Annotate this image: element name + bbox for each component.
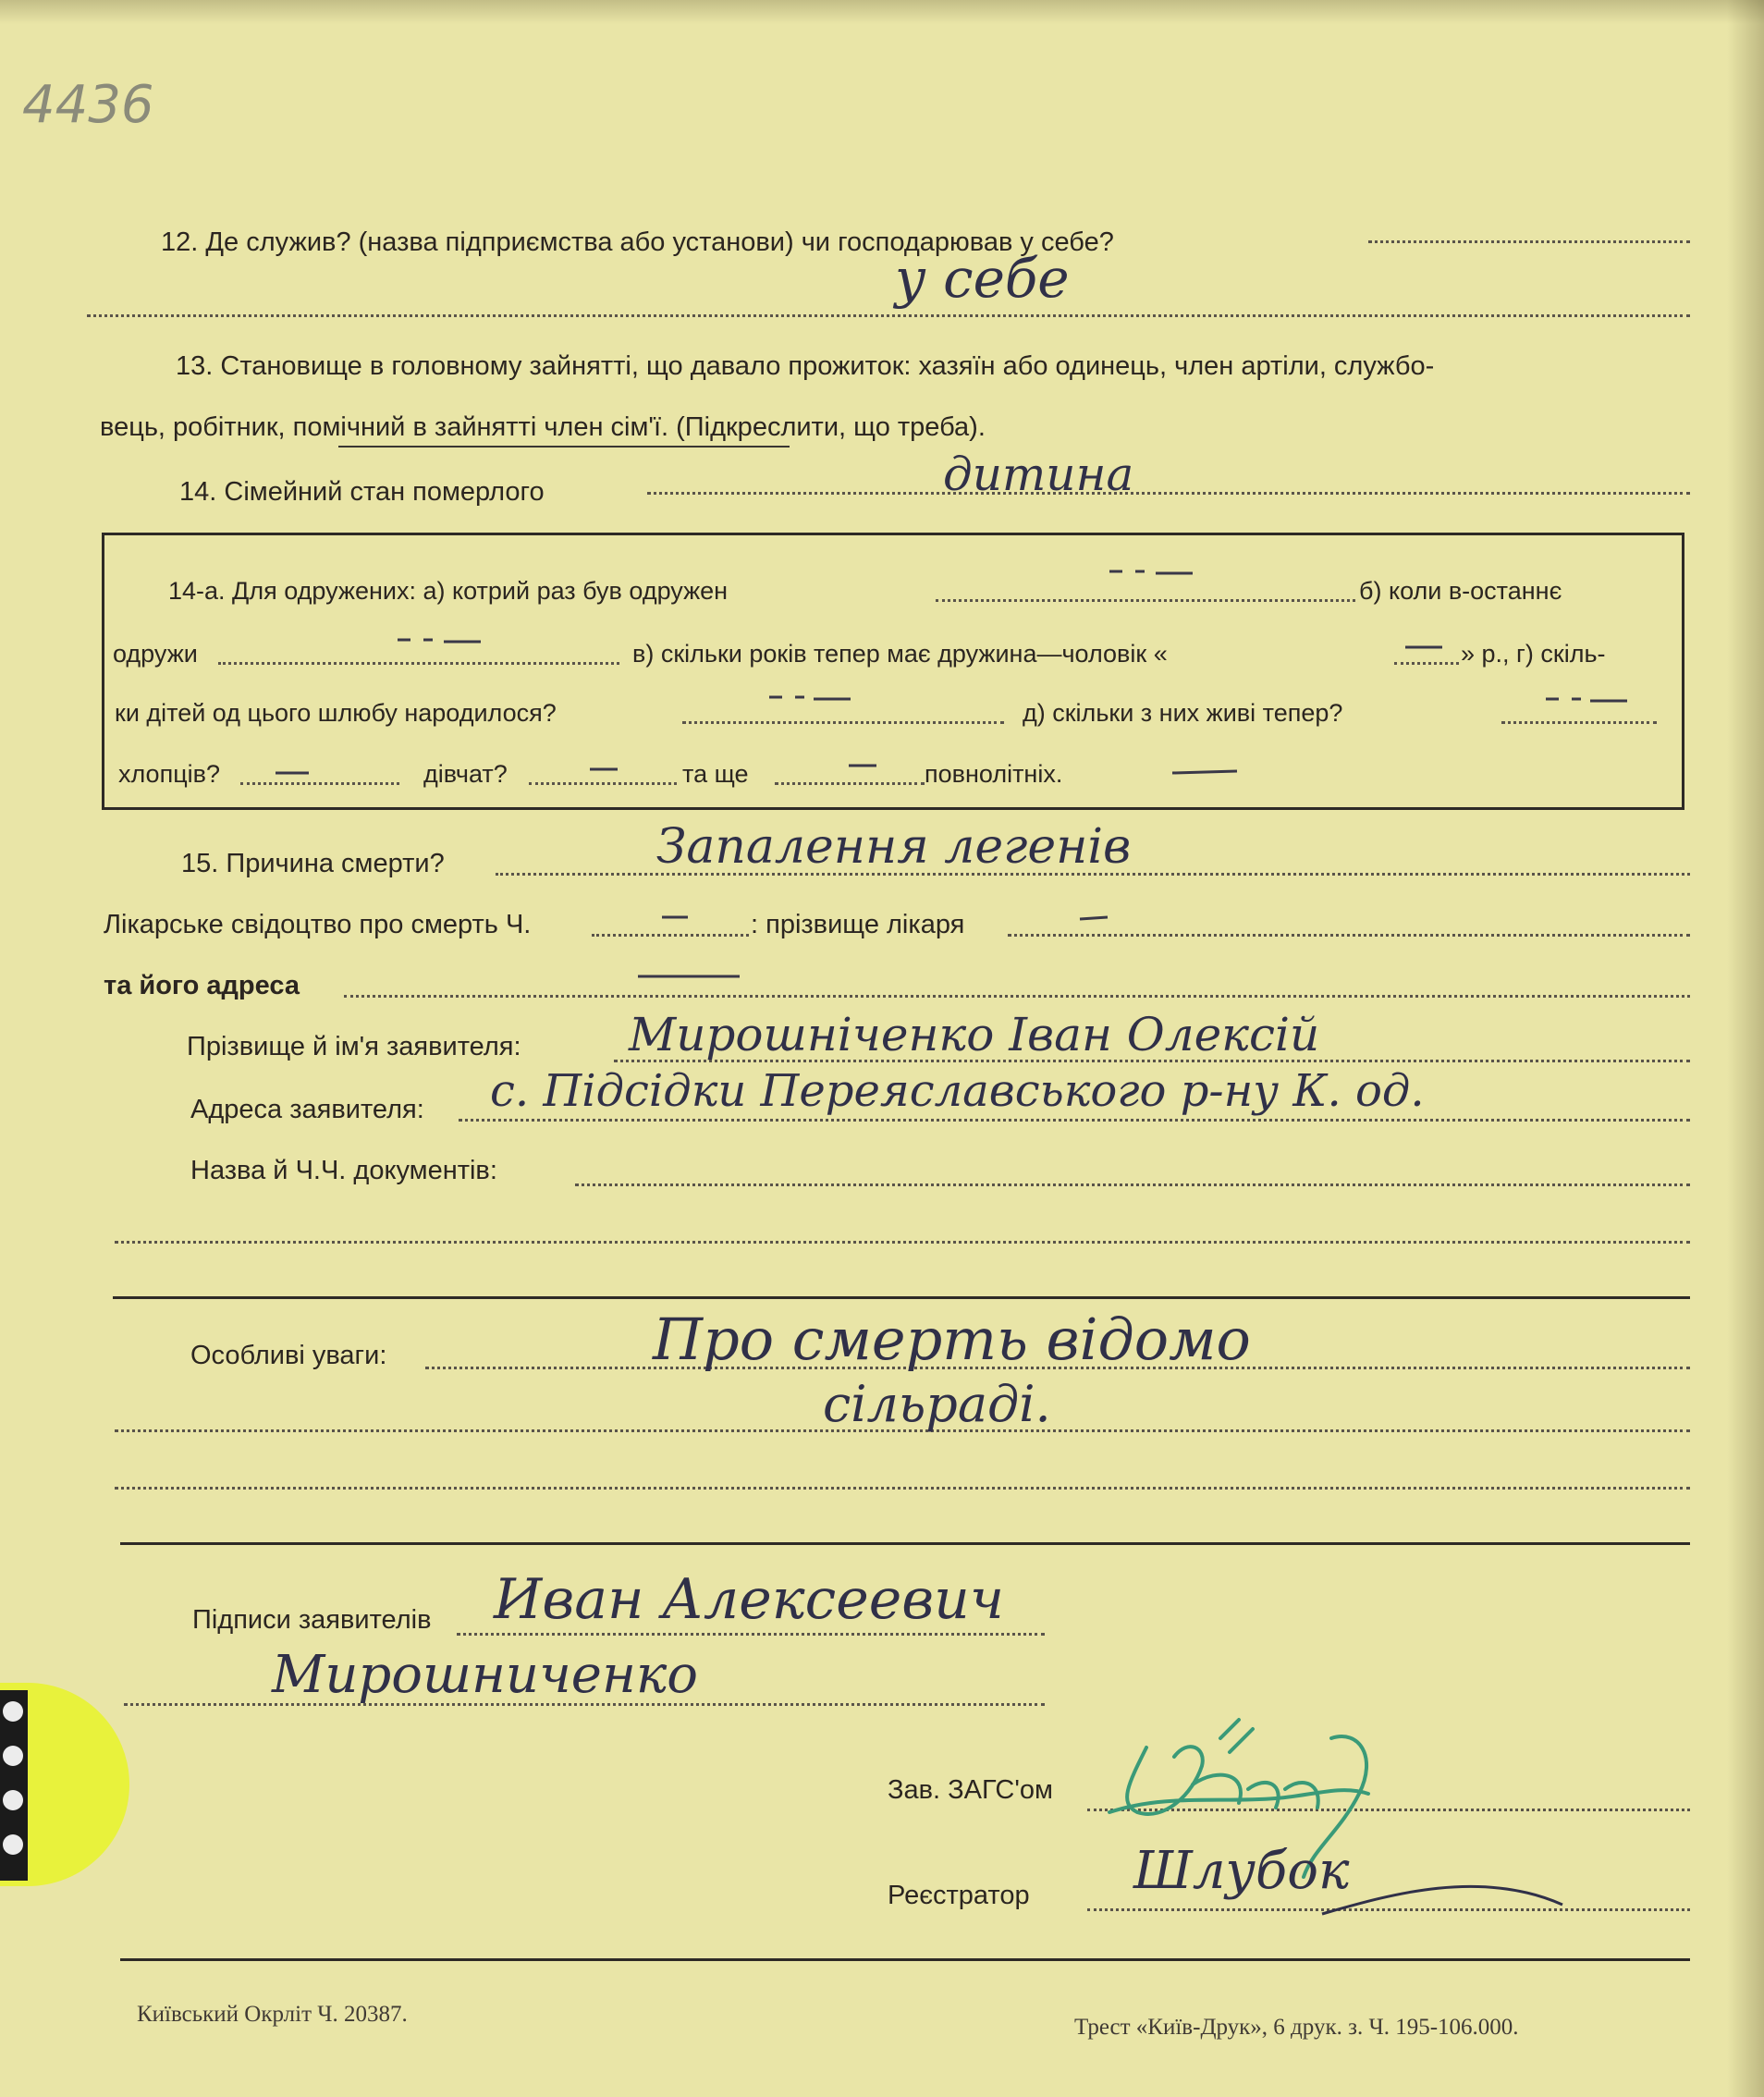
q12-label: 12. Де служив? (назва підприємства або установи) чи господарював у себе? [161, 227, 1114, 257]
doctor-cert-label: Лікарське свідоцтво про смерть Ч. [104, 910, 532, 939]
q14a-line4-b: дівчат? [423, 760, 508, 788]
signatures-dotline-1 [457, 1633, 1045, 1636]
footer-left: Київський Окрліт Ч. 20387. [137, 2002, 408, 2027]
registrar-signature-flourish [1313, 1858, 1590, 1932]
q14a-line4-a: хлопців? [118, 760, 221, 788]
signatures-label: Підписи заявителів [192, 1605, 432, 1635]
q14a-line4-c: та ще [682, 760, 749, 788]
q14-answer: дитина [943, 448, 1134, 501]
q14a-line3-a: ки дітей од цього шлюбу народилося? [115, 699, 557, 727]
applicant-docs-dotline-2 [115, 1241, 1690, 1244]
q14a-line2-a: одружи [113, 640, 198, 668]
section-rule-2 [120, 1542, 1690, 1545]
q15-answer: Запалення легенів [656, 819, 1132, 875]
tab-hole-2 [3, 1746, 23, 1766]
registrar-signature: Шлубок [1133, 1841, 1350, 1901]
applicant-docs-dotline [575, 1183, 1690, 1186]
q14a-line3-b: д) скільки з них живі тепер? [1023, 699, 1343, 727]
doctor-name-label: : прізвище лікаря [751, 910, 965, 939]
tab-hole-3 [3, 1790, 23, 1810]
section-rule-1 [113, 1296, 1690, 1299]
q14a-line4-d: повнолітніх. [925, 760, 1063, 788]
tab-hole-1 [3, 1701, 23, 1722]
applicant-docs-label: Назва й Ч.Ч. документів: [190, 1156, 497, 1185]
q13-line1: 13. Становище в головному зайнятті, що давало прожиток: хазяїн або одинець, член артіли, службо- [176, 351, 1435, 381]
applicant-name-label: Прізвище й ім'я заявителя: [187, 1032, 521, 1061]
q14a-line2-b: в) скільки років тепер має дружина—чоловік « [632, 640, 1168, 668]
doctor-address-dotline [344, 995, 1690, 998]
registrar-label: Реєстратор [888, 1881, 1030, 1910]
remarks-label: Особливі уваги: [190, 1341, 387, 1370]
doctor-address-label: та його адреса [104, 971, 300, 1000]
archive-ref-pencil: 4436 [22, 75, 154, 135]
signature-applicant-line1: Иван Алексеевич [494, 1567, 1005, 1632]
applicant-address-dotline [459, 1119, 1690, 1122]
head-zags-label: Зав. ЗАГС'ом [888, 1775, 1053, 1805]
remarks-line2: сільраді. [823, 1375, 1051, 1433]
remarks-dotline-3 [115, 1487, 1690, 1490]
footer-rule [120, 1958, 1690, 1961]
doctor-dash-marks [0, 888, 1202, 989]
signature-applicant-line2: Мирошниченко [272, 1645, 698, 1705]
q12-answer: у себе [895, 247, 1070, 310]
box-dash-marks [0, 0, 1764, 832]
applicant-name-value: Мирошніченко Іван Олексій [629, 1008, 1320, 1061]
q15-label: 15. Причина смерти? [181, 849, 445, 878]
q14-label: 14. Сімейний стан померлого [179, 477, 545, 507]
tab-hole-4 [3, 1834, 23, 1855]
q14a-line1-a: 14-а. Для одружених: а) котрий раз був одружен [168, 577, 729, 605]
remarks-line1: Про смерть відомо [653, 1306, 1251, 1373]
q14a-line1-b: б) коли в-останнє [1359, 577, 1562, 605]
q13-line2: вець, робітник, помічний в зайнятті член сім'ї. (Підкреслити, що треба). [100, 412, 986, 442]
footer-right: Трест «Київ-Друк», 6 друк. з. Ч. 195-106.000. [1074, 2015, 1519, 2040]
q14a-line2-c: » р., г) скіль- [1461, 640, 1606, 668]
applicant-address-value: с. Підсідки Переяславського р-ну К. од. [490, 1065, 1425, 1117]
applicant-address-label: Адреса заявителя: [190, 1095, 424, 1124]
